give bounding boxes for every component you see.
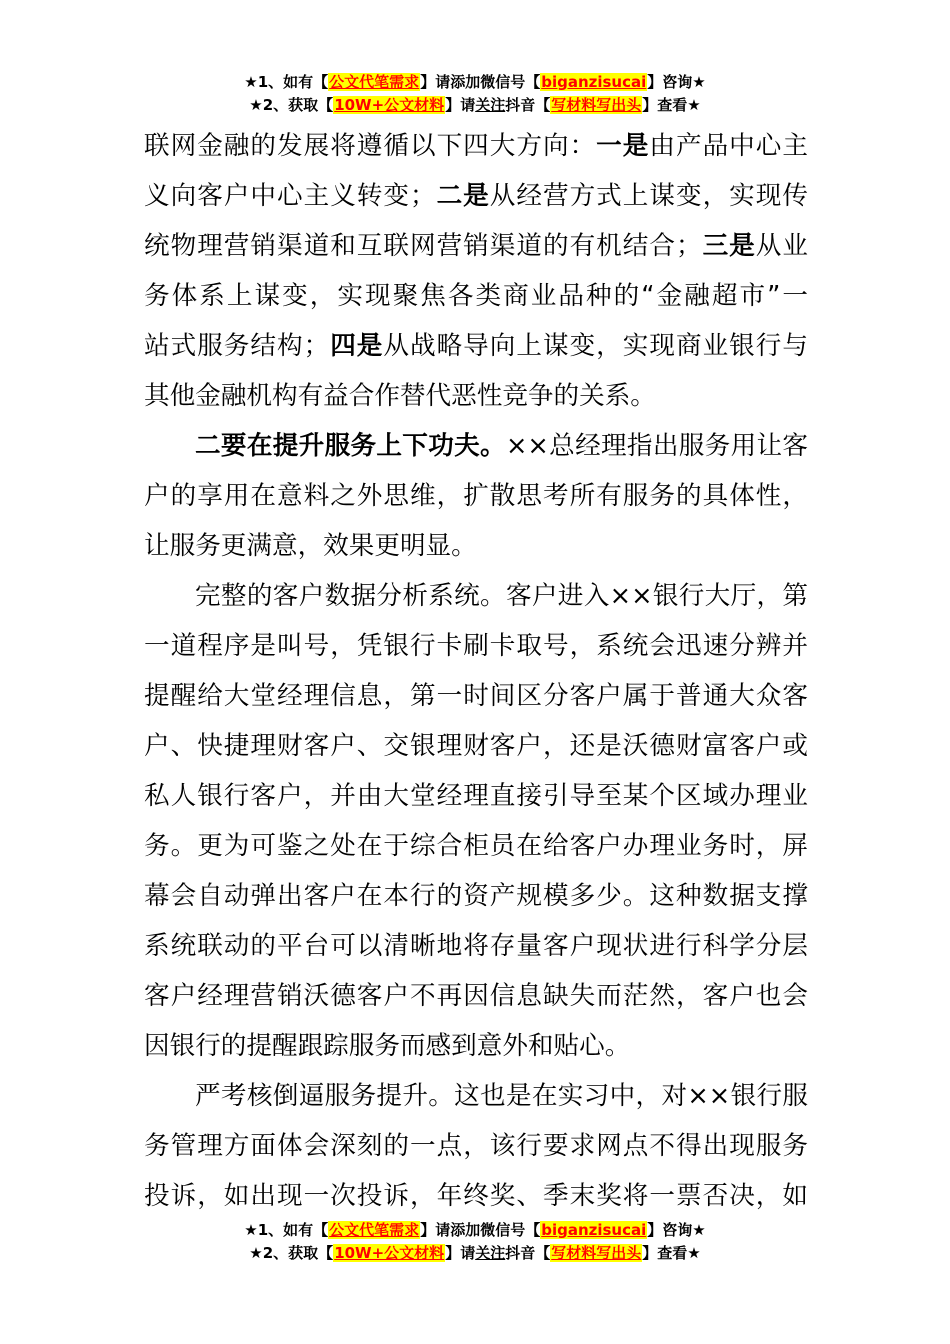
- banner-line-1: [0, 71, 950, 94]
- text-line: [144, 221, 808, 271]
- text-line: 投诉，如出现一次投诉，年终奖、季末奖将一票否决，如: [144, 1181, 808, 1211]
- banner-text: ★1、如有【: [244, 73, 329, 91]
- text-line: 客户经理营销沃德客户不再因信息缺失而茫然，客户也会: [144, 981, 808, 1011]
- text-line: 户的享用在意料之外思维，扩散思考所有服务的具体性，: [144, 481, 808, 511]
- banner-text: 】请添加微信号【: [420, 1221, 541, 1239]
- text-line: 一道程序是叫号，凭银行卡刷卡取号，系统会迅速分辨并: [144, 631, 808, 661]
- text-line: [144, 321, 808, 371]
- bold-run: 一是: [596, 131, 650, 161]
- text-run: 站式服务结构；: [144, 331, 330, 361]
- banner-text: ★2、获取【: [249, 96, 334, 114]
- text-line: 幕会自动弹出客户在本行的资产规模多少。这种数据支撑: [144, 881, 808, 911]
- banner-highlight-service: 公文代笔需求: [329, 73, 420, 91]
- banner-underlined-follow: 关注: [475, 96, 506, 114]
- paragraph-heading: 二要在提升服务上下功夫。: [195, 431, 506, 461]
- banner-line-2: [0, 94, 950, 117]
- banner-line-1: [0, 1219, 950, 1242]
- bold-run: 四是: [329, 331, 384, 361]
- banner-underlined-follow: 关注: [475, 1244, 506, 1262]
- text-line: 务体系上谋变，实现聚焦各类商业品种的“金融超市”一: [144, 281, 808, 311]
- text-line: 务管理方面体会深刻的一点，该行要求网点不得出现服务: [144, 1131, 808, 1161]
- banner-text: 】请: [445, 96, 476, 114]
- banner-text: ★2、获取【: [249, 1244, 334, 1262]
- banner-highlight-wechat-id: biganzisucai: [541, 73, 647, 91]
- text-run: 由产品中心主: [649, 131, 808, 161]
- paragraph-heading-line: [144, 421, 808, 471]
- text-line: 因银行的提醒跟踪服务而感到意外和贴心。: [144, 1031, 631, 1061]
- banner-line-2: [0, 1242, 950, 1265]
- text-line: 私人银行客户，并由大堂经理直接引导至某个区域办理业: [144, 781, 808, 811]
- text-run: ××总经理指出服务用让客: [505, 431, 808, 461]
- banner-text: ★1、如有【: [244, 1221, 329, 1239]
- text-line: 户、快捷理财客户、交银理财客户，还是沃德财富客户或: [144, 731, 808, 761]
- footer-banner: [0, 1219, 950, 1265]
- text-line: 系统联动的平台可以清晰地将存量客户现状进行科学分层: [144, 931, 808, 961]
- banner-highlight-materials: 10W+公文材料: [334, 96, 445, 114]
- banner-text: 】查看★: [642, 96, 701, 114]
- banner-highlight-douyin: 写材料写出头: [551, 96, 642, 114]
- banner-text: 】咨询★: [647, 73, 706, 91]
- text-line: 让服务更满意，效果更明显。: [144, 531, 477, 561]
- banner-highlight-service: 公文代笔需求: [329, 1221, 420, 1239]
- banner-text: 抖音【: [505, 1244, 551, 1262]
- text-run: 从经营方式上谋变，实现传: [489, 181, 808, 211]
- banner-text: 】查看★: [642, 1244, 701, 1262]
- text-run: 联网金融的发展将遵循以下四大方向：: [144, 131, 597, 161]
- bold-run: 二是: [435, 181, 490, 211]
- text-run: 从战略导向上谋变，实现商业银行与: [383, 331, 808, 361]
- text-line: 务。更为可鉴之处在于综合柜员在给客户办理业务时，屏: [144, 831, 808, 861]
- bold-run: 三是: [701, 231, 756, 261]
- banner-text: 抖音【: [505, 96, 551, 114]
- text-line: 其他金融机构有益合作替代恶性竞争的关系。: [144, 381, 656, 411]
- text-line: 提醒给大堂经理信息，第一时间区分客户属于普通大众客: [144, 681, 808, 711]
- banner-text: 】咨询★: [647, 1221, 706, 1239]
- banner-text: 】请添加微信号【: [420, 73, 541, 91]
- banner-highlight-douyin: 写材料写出头: [551, 1244, 642, 1262]
- banner-highlight-wechat-id: biganzisucai: [541, 1221, 647, 1239]
- banner-highlight-materials: 10W+公文材料: [334, 1244, 445, 1262]
- text-run: 统物理营销渠道和互联网营销渠道的有机结合；: [144, 231, 702, 261]
- text-run: 从业: [755, 231, 808, 261]
- text-line: 完整的客户数据分析系统。客户进入××银行大厅，第: [195, 581, 808, 611]
- text-line: [144, 171, 808, 221]
- text-line: [144, 121, 808, 171]
- document-body: [144, 121, 808, 1221]
- text-run: 义向客户中心主义转变；: [144, 181, 436, 211]
- header-banner: [0, 71, 950, 117]
- text-line: 严考核倒逼服务提升。这也是在实习中，对××银行服: [195, 1081, 808, 1111]
- banner-text: 】请: [445, 1244, 476, 1262]
